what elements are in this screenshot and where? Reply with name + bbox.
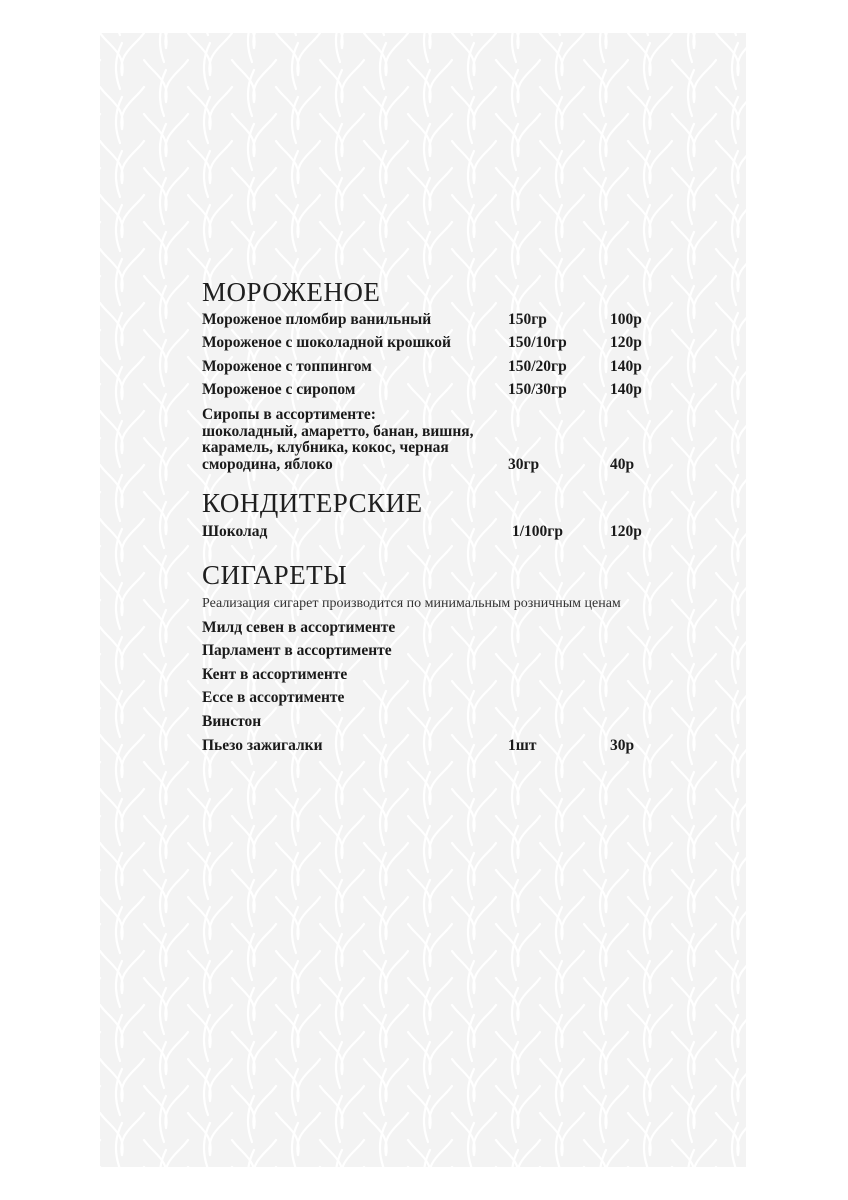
syrups-item bbox=[202, 407, 742, 477]
menu-item bbox=[202, 522, 742, 544]
menu-item bbox=[202, 641, 742, 663]
item-price: 140р bbox=[610, 381, 642, 398]
item-portion: 150/10гр bbox=[508, 334, 567, 351]
menu-item bbox=[202, 736, 742, 758]
item-portion: 30гр bbox=[508, 456, 540, 473]
syrups-description bbox=[202, 407, 474, 473]
item-name: Мороженое с шоколадной крошкой bbox=[202, 334, 451, 351]
menu-content bbox=[100, 33, 746, 1167]
menu-item bbox=[202, 665, 742, 687]
menu-item bbox=[202, 380, 742, 402]
item-price: 120р bbox=[610, 523, 642, 540]
section-title-cigarettes: СИГАРЕТЫ bbox=[202, 560, 348, 590]
menu-page bbox=[100, 33, 746, 1167]
item-portion: 1/100гр bbox=[512, 523, 563, 540]
item-name: Кент в ассортименте bbox=[202, 666, 348, 683]
item-price: 40р bbox=[610, 456, 635, 473]
menu-item bbox=[202, 688, 742, 710]
menu-item bbox=[202, 712, 742, 734]
item-portion: 150гр bbox=[508, 311, 547, 328]
item-portion: 150/30гр bbox=[508, 381, 567, 398]
item-name: Мороженое с топпингом bbox=[202, 358, 372, 375]
item-portion: 1шт bbox=[508, 737, 537, 754]
syrups-line: карамель, клубника, кокос, черная bbox=[202, 439, 449, 456]
item-price: 140р bbox=[610, 358, 642, 375]
item-price: 30р bbox=[610, 737, 635, 754]
syrups-line: шоколадный, амаретто, банан, вишня, bbox=[202, 422, 474, 440]
item-price: 100р bbox=[610, 311, 642, 328]
item-price: 120р bbox=[610, 334, 642, 351]
item-name: Пьезо зажигалки bbox=[202, 737, 323, 754]
menu-item bbox=[202, 333, 742, 355]
item-name: Парламент в ассортименте bbox=[202, 642, 392, 659]
item-portion: 150/20гр bbox=[508, 358, 567, 375]
menu-item bbox=[202, 310, 742, 332]
syrups-line: смородина, яблоко bbox=[202, 455, 333, 473]
item-name: Милд севен в ассортименте bbox=[202, 619, 396, 636]
item-name: Ессе в ассортименте bbox=[202, 689, 345, 706]
section-title-confectionery: КОНДИТЕРСКИЕ bbox=[202, 488, 423, 518]
item-name: Мороженое с сиропом bbox=[202, 381, 356, 398]
cigarettes-note: Реализация сигарет производится по минимальным розничным ценам bbox=[202, 596, 621, 611]
menu-item bbox=[202, 618, 742, 640]
item-name: Мороженое пломбир ванильный bbox=[202, 311, 432, 328]
menu-item bbox=[202, 357, 742, 379]
section-title-icecream: МОРОЖЕНОЕ bbox=[202, 277, 381, 307]
item-name: Винстон bbox=[202, 713, 262, 730]
item-name: Шоколад bbox=[202, 523, 268, 540]
syrups-line: Сиропы в ассортименте: bbox=[202, 406, 376, 423]
